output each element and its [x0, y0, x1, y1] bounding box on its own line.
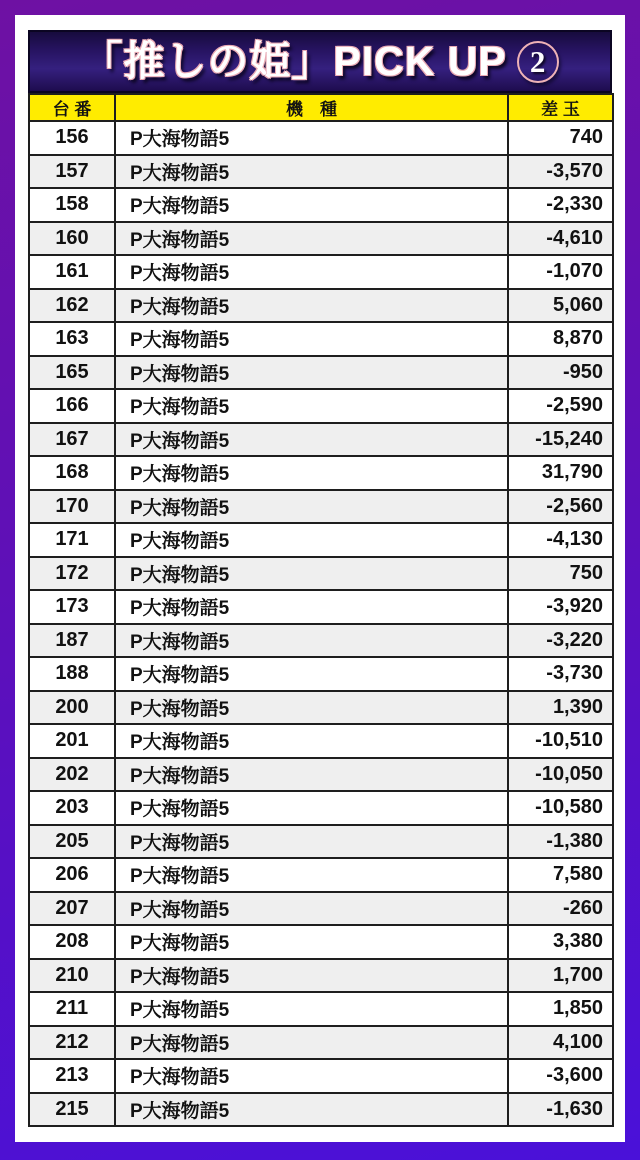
- ball-diff-cell: 8,870: [508, 322, 613, 356]
- table-row: [29, 992, 613, 1026]
- ball-diff-cell: -4,610: [508, 222, 613, 256]
- table-row: [29, 222, 613, 256]
- model-name-cell: P大海物語5: [115, 423, 508, 457]
- ball-diff-cell: -1,070: [508, 255, 613, 289]
- machine-number-cell: 171: [29, 523, 115, 557]
- table-row: [29, 490, 613, 524]
- model-name-cell: P大海物語5: [115, 289, 508, 323]
- machine-number-cell: 168: [29, 456, 115, 490]
- table-row: [29, 791, 613, 825]
- table-row: [29, 322, 613, 356]
- machine-number-cell: 158: [29, 188, 115, 222]
- model-name-cell: P大海物語5: [115, 892, 508, 926]
- ball-diff-cell: -2,330: [508, 188, 613, 222]
- table-row: [29, 255, 613, 289]
- machine-number-cell: 201: [29, 724, 115, 758]
- table-row: [29, 657, 613, 691]
- model-name-cell: P大海物語5: [115, 724, 508, 758]
- machine-number-cell: 206: [29, 858, 115, 892]
- ball-diff-cell: -1,380: [508, 825, 613, 859]
- table-row: [29, 1093, 613, 1127]
- model-name-cell: P大海物語5: [115, 188, 508, 222]
- table-row: [29, 389, 613, 423]
- table-row: [29, 155, 613, 189]
- model-name-cell: P大海物語5: [115, 523, 508, 557]
- machine-number-cell: 172: [29, 557, 115, 591]
- machine-number-cell: 207: [29, 892, 115, 926]
- ball-diff-cell: 1,850: [508, 992, 613, 1026]
- table-row: [29, 423, 613, 457]
- table-body: [29, 121, 613, 1126]
- machine-number-cell: 210: [29, 959, 115, 993]
- machine-number-cell: 160: [29, 222, 115, 256]
- table-row: [29, 691, 613, 725]
- machine-number-cell: 166: [29, 389, 115, 423]
- model-name-cell: P大海物語5: [115, 222, 508, 256]
- model-name-cell: P大海物語5: [115, 992, 508, 1026]
- machine-number-cell: 215: [29, 1093, 115, 1127]
- table-row: [29, 456, 613, 490]
- ball-diff-cell: -3,570: [508, 155, 613, 189]
- table-row: [29, 557, 613, 591]
- ball-diff-cell: 1,700: [508, 959, 613, 993]
- model-name-cell: P大海物語5: [115, 389, 508, 423]
- column-header-machine-number: 台 番: [29, 94, 115, 121]
- table-row: [29, 858, 613, 892]
- circled-number-badge: 2: [517, 41, 559, 83]
- table-row: [29, 724, 613, 758]
- table-row: [29, 758, 613, 792]
- ball-diff-cell: -10,050: [508, 758, 613, 792]
- model-name-cell: P大海物語5: [115, 691, 508, 725]
- machine-number-cell: 205: [29, 825, 115, 859]
- ball-diff-cell: 740: [508, 121, 613, 155]
- table-row: [29, 1026, 613, 1060]
- table-row: [29, 925, 613, 959]
- ball-diff-cell: -15,240: [508, 423, 613, 457]
- model-name-cell: P大海物語5: [115, 590, 508, 624]
- machine-number-cell: 200: [29, 691, 115, 725]
- machine-number-cell: 211: [29, 992, 115, 1026]
- model-name-cell: P大海物語5: [115, 624, 508, 658]
- machine-number-cell: 161: [29, 255, 115, 289]
- results-table: [28, 93, 614, 1127]
- model-name-cell: P大海物語5: [115, 456, 508, 490]
- machine-number-cell: 203: [29, 791, 115, 825]
- machine-number-cell: 157: [29, 155, 115, 189]
- ball-diff-cell: -3,220: [508, 624, 613, 658]
- ball-diff-cell: 4,100: [508, 1026, 613, 1060]
- model-name-cell: P大海物語5: [115, 758, 508, 792]
- column-header-model: 機 種: [115, 94, 508, 121]
- machine-number-cell: 167: [29, 423, 115, 457]
- table-row: [29, 289, 613, 323]
- ball-diff-cell: -3,920: [508, 590, 613, 624]
- machine-number-cell: 162: [29, 289, 115, 323]
- title-banner: [28, 30, 612, 93]
- table-row: [29, 590, 613, 624]
- table-row: [29, 523, 613, 557]
- ball-diff-cell: 750: [508, 557, 613, 591]
- model-name-cell: P大海物語5: [115, 657, 508, 691]
- header-row: [29, 94, 613, 121]
- machine-number-cell: 170: [29, 490, 115, 524]
- model-name-cell: P大海物語5: [115, 1059, 508, 1093]
- model-name-cell: P大海物語5: [115, 825, 508, 859]
- model-name-cell: P大海物語5: [115, 255, 508, 289]
- machine-number-cell: 156: [29, 121, 115, 155]
- model-name-cell: P大海物語5: [115, 557, 508, 591]
- ball-diff-cell: 31,790: [508, 456, 613, 490]
- ball-diff-cell: 5,060: [508, 289, 613, 323]
- model-name-cell: P大海物語5: [115, 155, 508, 189]
- machine-number-cell: 188: [29, 657, 115, 691]
- table-row: [29, 188, 613, 222]
- machine-number-cell: 212: [29, 1026, 115, 1060]
- model-name-cell: P大海物語5: [115, 356, 508, 390]
- ball-diff-cell: -1,630: [508, 1093, 613, 1127]
- machine-number-cell: 202: [29, 758, 115, 792]
- model-name-cell: P大海物語5: [115, 791, 508, 825]
- table-row: [29, 356, 613, 390]
- table-row: [29, 624, 613, 658]
- ball-diff-cell: -950: [508, 356, 613, 390]
- machine-number-cell: 173: [29, 590, 115, 624]
- table-row: [29, 825, 613, 859]
- column-header-ball-diff: 差 玉: [508, 94, 613, 121]
- ball-diff-cell: -10,510: [508, 724, 613, 758]
- model-name-cell: P大海物語5: [115, 925, 508, 959]
- machine-number-cell: 208: [29, 925, 115, 959]
- ball-diff-cell: 1,390: [508, 691, 613, 725]
- machine-number-cell: 165: [29, 356, 115, 390]
- ball-diff-cell: -4,130: [508, 523, 613, 557]
- model-name-cell: P大海物語5: [115, 858, 508, 892]
- ball-diff-cell: -2,560: [508, 490, 613, 524]
- ball-diff-cell: -10,580: [508, 791, 613, 825]
- model-name-cell: P大海物語5: [115, 1093, 508, 1127]
- ball-diff-cell: 7,580: [508, 858, 613, 892]
- white-frame: [15, 15, 625, 1142]
- table-row: [29, 1059, 613, 1093]
- model-name-cell: P大海物語5: [115, 1026, 508, 1060]
- model-name-cell: P大海物語5: [115, 322, 508, 356]
- machine-number-cell: 163: [29, 322, 115, 356]
- ball-diff-cell: -3,600: [508, 1059, 613, 1093]
- table-row: [29, 121, 613, 155]
- ball-diff-cell: -3,730: [508, 657, 613, 691]
- ball-diff-cell: -260: [508, 892, 613, 926]
- model-name-cell: P大海物語5: [115, 121, 508, 155]
- machine-number-cell: 187: [29, 624, 115, 658]
- ball-diff-cell: -2,590: [508, 389, 613, 423]
- content-area: [28, 30, 612, 1127]
- table-row: [29, 892, 613, 926]
- ball-diff-cell: 3,380: [508, 925, 613, 959]
- table-row: [29, 959, 613, 993]
- model-name-cell: P大海物語5: [115, 490, 508, 524]
- machine-number-cell: 213: [29, 1059, 115, 1093]
- page-title: 「推しの姫」PICK UP: [81, 38, 507, 84]
- model-name-cell: P大海物語5: [115, 959, 508, 993]
